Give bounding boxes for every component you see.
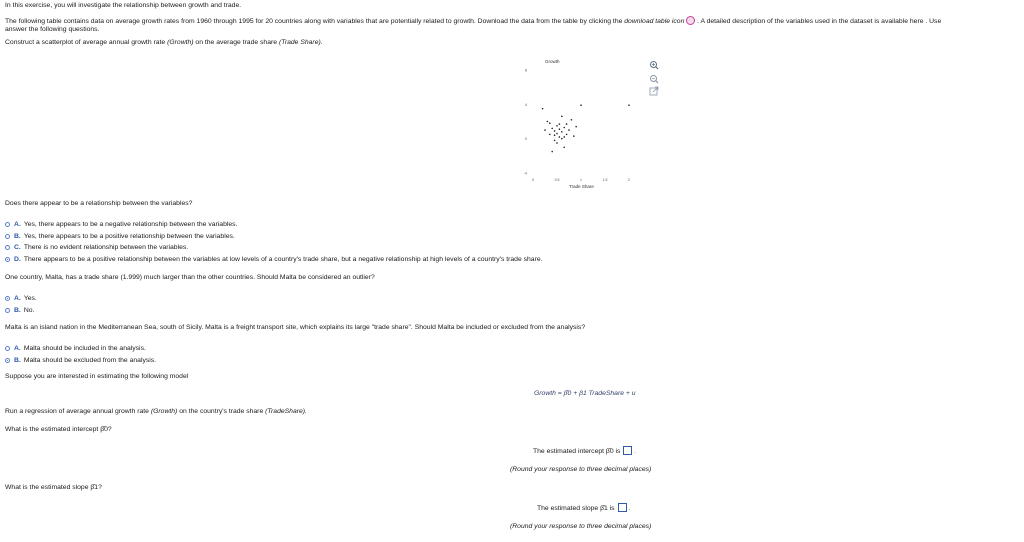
y-tick-label: 8 <box>525 68 527 73</box>
zoom-out-icon[interactable] <box>649 74 659 84</box>
zoom-in-icon[interactable] <box>649 60 659 70</box>
regression-var-trade: (TradeShare). <box>265 408 307 415</box>
intro-line-2 <box>5 16 941 26</box>
scatter-point <box>547 121 549 123</box>
scatter-point <box>563 146 565 148</box>
q2-letter-a: A. <box>14 295 21 302</box>
scatter-point <box>544 129 546 131</box>
intro-text-b: . A detailed description of the variables used in the dataset is available here . Use <box>697 18 942 25</box>
scatter-point <box>561 138 563 140</box>
scatter-point <box>556 125 558 127</box>
x-tick-label: 0 <box>532 178 534 182</box>
scatterplot <box>505 55 655 193</box>
scatter-point <box>566 123 568 125</box>
y-tick-label: 4 <box>525 102 527 107</box>
scatter-point <box>549 122 551 124</box>
q3-text-a: Malta should be included in the analysis. <box>23 345 146 352</box>
scatter-point <box>568 129 570 131</box>
q3-option-a[interactable] <box>5 344 146 353</box>
scatter-point <box>561 131 563 133</box>
scatter-task <box>5 38 323 47</box>
y-ticks <box>524 69 527 176</box>
q1-text-d: There appears to be a positive relationship between the variables at low levels of a country's trade share, but a negative relationship at high levels of a country's trade share. <box>23 256 543 263</box>
y-tick-label: -4 <box>523 171 527 176</box>
q1-text-c: There is no evident relationship between the variables. <box>23 244 189 251</box>
q2-text-b: No. <box>23 307 35 314</box>
model-equation: Growth = β̂0 + β1 TradeShare + u <box>534 390 636 397</box>
chart-xlabel: Trade Share <box>569 184 594 189</box>
q1-radio-a[interactable] <box>5 222 10 227</box>
q2-option-a[interactable] <box>5 294 37 303</box>
x-tick-label: 1.5 <box>602 178 608 182</box>
slope-label: The estimated slope β̂1 is <box>537 505 615 512</box>
q1-radio-d[interactable] <box>5 257 10 262</box>
scatter-point <box>563 136 565 138</box>
q1-question: Does there appear to be a relationship between the variables? <box>5 200 193 207</box>
q2-text-a: Yes. <box>23 295 37 302</box>
task-text-b: on the average trade share <box>195 39 278 46</box>
q3-radio-b[interactable] <box>5 358 10 363</box>
scatter-point <box>571 119 573 121</box>
intro-text-a: The following table contains data on average growth rates from 1960 through 1995 for 20 countries along with variables that are potentially related to growth. Download the data from the table by clicking the <box>5 18 623 25</box>
q1-radio-c[interactable] <box>5 245 10 250</box>
q2-letter-b: B. <box>14 307 21 314</box>
download-table-icon[interactable] <box>686 16 695 25</box>
q1-letter-a: A. <box>14 221 21 228</box>
slope-round-note: (Round your response to three decimal places) <box>510 523 652 530</box>
popout-icon[interactable] <box>649 86 659 96</box>
task-var-growth: (Growth) <box>167 39 194 46</box>
scatter-point <box>559 128 561 130</box>
q1-letter-d: D. <box>14 256 21 263</box>
scatter-point <box>554 140 556 142</box>
intercept-question: What is the estimated intercept β̂0? <box>5 426 112 433</box>
q1-option-c[interactable] <box>5 243 188 252</box>
scatter-point <box>580 104 582 106</box>
download-table-link[interactable]: download table icon <box>624 18 685 25</box>
q3-letter-a: A. <box>14 345 21 352</box>
intercept-round-note: (Round your response to three decimal places) <box>510 466 652 473</box>
q1-letter-c: C. <box>14 244 21 251</box>
slope-answer-row: The estimated slope β̂1 is . <box>537 505 630 512</box>
q3-radio-a[interactable] <box>5 346 10 351</box>
x-tick-label: 0.5 <box>554 178 560 182</box>
q2-question: One country, Malta, has a trade share (1.999) much larger than the other countries. Should Malta be considered an outlier? <box>5 274 375 281</box>
scatter-point <box>559 123 561 125</box>
regression-text-b: on the country's trade share <box>179 408 264 415</box>
chart-title: Growth <box>545 59 560 64</box>
scatter-point <box>554 130 556 132</box>
data-points <box>542 104 630 152</box>
scatter-point <box>556 142 558 144</box>
intro-line-3: answer the following questions. <box>5 26 100 33</box>
regression-prompt <box>5 407 307 416</box>
scatter-point <box>551 128 553 130</box>
q2-option-b[interactable] <box>5 306 34 315</box>
q1-letter-b: B. <box>14 233 21 240</box>
scatter-point <box>628 104 630 106</box>
scatter-point <box>573 135 575 137</box>
x-tick-label: 2 <box>628 178 630 182</box>
q2-radio-a[interactable] <box>5 296 10 301</box>
q3-text-b: Malta should be excluded from the analysis. <box>23 357 157 364</box>
task-var-trade: (Trade Share). <box>278 39 323 46</box>
y-tick-label: 0 <box>525 137 527 142</box>
q1-option-b[interactable] <box>5 232 235 241</box>
scatter-point <box>575 126 577 128</box>
scatter-point <box>549 134 551 136</box>
x-ticks <box>532 178 630 182</box>
regression-text-a: Run a regression of average annual growth rate <box>5 408 149 415</box>
q2-radio-b[interactable] <box>5 308 10 313</box>
q3-letter-b: B. <box>14 357 21 364</box>
task-text-a: Construct a scatterplot of average annual growth rate <box>5 39 166 46</box>
scatter-point <box>542 108 544 110</box>
scatter-point <box>554 134 556 136</box>
q3-option-b[interactable] <box>5 356 156 365</box>
intercept-answer-row: The estimated intercept β̂0 is . <box>533 448 636 455</box>
intro-line-1: In this exercise, you will investigate the relationship between growth and trade. <box>5 2 242 9</box>
q1-option-d[interactable] <box>5 255 543 264</box>
model-intro: Suppose you are interested in estimating the following model <box>5 373 189 380</box>
x-tick-label: 1 <box>580 178 582 182</box>
regression-var-growth: (Growth) <box>150 408 178 415</box>
q1-radio-b[interactable] <box>5 234 10 239</box>
scatter-point <box>559 136 561 138</box>
intercept-label: The estimated intercept β̂0 is <box>533 448 621 455</box>
q1-text-a: Yes, there appears to be a negative relationship between the variables. <box>23 221 238 228</box>
scatter-point <box>551 151 553 153</box>
scatter-point <box>561 116 563 118</box>
q1-option-a[interactable] <box>5 220 237 229</box>
scatter-point <box>566 134 568 136</box>
scatter-point <box>556 133 558 135</box>
slope-input[interactable] <box>618 503 627 512</box>
slope-question: What is the estimated slope β̂1? <box>5 484 102 491</box>
q3-question: Malta is an island nation in the Mediterranean Sea, south of Sicily. Malta is a freight transport site, which explains its large "trade share". Should Malta be included or excluded from the analysis? <box>5 324 586 331</box>
scatter-point <box>563 127 565 129</box>
intercept-input[interactable] <box>623 446 632 455</box>
q1-text-b: Yes, there appears to be a positive relationship between the variables. <box>23 233 235 240</box>
